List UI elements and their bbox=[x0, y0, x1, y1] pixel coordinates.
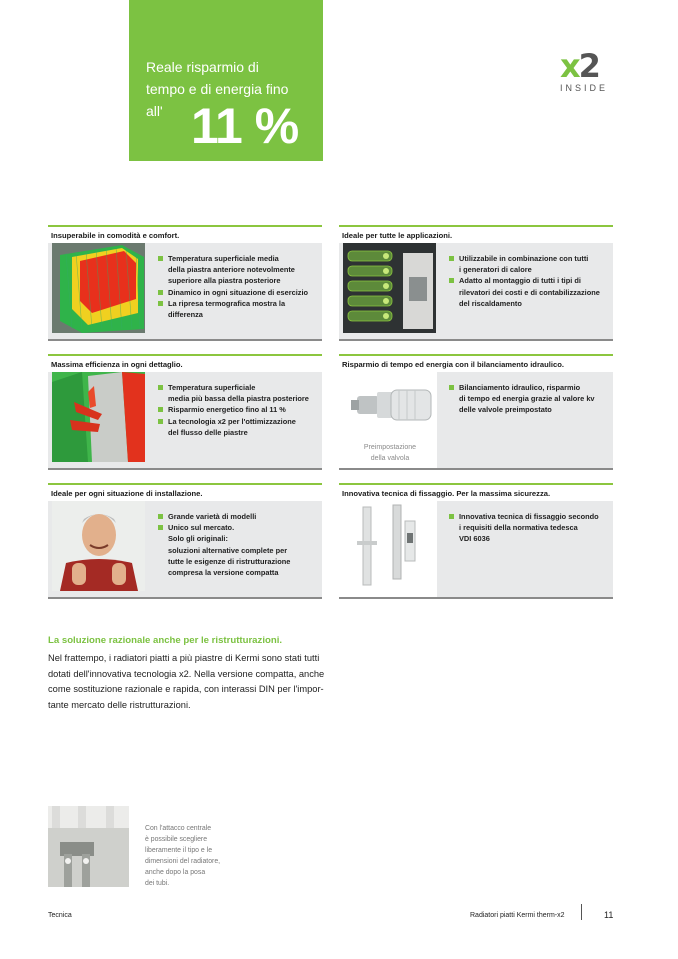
feature-panel-applications bbox=[339, 225, 613, 341]
page-number: 11 bbox=[604, 910, 614, 920]
bullet-item: Risparmio energetico fino al 11 % bbox=[158, 404, 318, 415]
solution-title: La soluzione razionale anche per le ristrutturazioni. bbox=[48, 635, 283, 646]
logo-x: x bbox=[560, 47, 579, 85]
feature-panel-installation bbox=[48, 483, 322, 599]
hero-line-1: Reale risparmio di bbox=[146, 59, 259, 75]
hero-line-3: all' bbox=[146, 103, 163, 119]
feature-panel-fixing bbox=[339, 483, 613, 599]
bullet-item: Adatto al montaggio di tutti i tipi di rilevatori dei costi e di contabilizzazione del riscaldamento bbox=[449, 275, 609, 309]
installer-thumbs-up-image bbox=[52, 501, 145, 591]
panel-title: Innovativa tecnica di fissaggio. Per la massima sicurezza. bbox=[342, 489, 551, 498]
heat-generators-image bbox=[343, 243, 436, 333]
bullet-item: Unico sul mercato. Solo gli originali: soluzioni alternative complete per tutte le esigenze di ristrutturazione compresa la versione compatta bbox=[158, 522, 318, 578]
thumb-caption: Con l'attacco centrale è possibile scegliere liberamente il tipo e le dimensioni del radiatore, anche dopo la posa dei tubi. bbox=[145, 825, 221, 888]
hero-percentage: 11 % bbox=[191, 98, 299, 154]
bullet-item: La tecnologia x2 per l'ottimizzazione del flusso delle piastre bbox=[158, 416, 318, 438]
panel-title: Ideale per tutte le applicazioni. bbox=[342, 231, 453, 240]
bullet-item: La ripresa termografica mostra la differenza bbox=[158, 298, 318, 320]
logo-2: 2 bbox=[578, 47, 599, 85]
feature-panel-efficiency bbox=[48, 354, 322, 470]
panel-title: Insuperabile in comodità e comfort. bbox=[51, 231, 180, 240]
bullet-item: Dinamico in ogni situazione di esercizio bbox=[158, 287, 318, 298]
feature-panel-comfort bbox=[48, 225, 322, 341]
solution-paragraph: Nel frattempo, i radiatori piatti a più piastre di Kermi sono stati tutti dotati dell'innovativa tecnologia x2. Nella versione compatta, anche come sostituzione razionale e rapida, con interassi DIN per l'impor- tante mercato delle ristrutturazioni. bbox=[48, 653, 325, 710]
bullet-item: Utilizzabile in combinazione con tutti i generatori di calore bbox=[449, 253, 609, 275]
panel-title: Risparmio di tempo ed energia con il bilanciamento idraulico. bbox=[342, 360, 564, 369]
footer-divider bbox=[581, 904, 582, 920]
footer-title: Radiatori piatti Kermi therm-x2 bbox=[470, 912, 565, 919]
panel-title: Massima efficienza in ogni dettaglio. bbox=[51, 360, 183, 369]
panel-title: Ideale per ogni situazione di installazione. bbox=[51, 489, 203, 498]
x2-inside-logo bbox=[560, 47, 616, 99]
panel-bullets bbox=[158, 253, 318, 320]
feature-panel-hydraulic bbox=[339, 354, 613, 470]
fixing-brackets-image bbox=[343, 501, 436, 591]
panel-bullets bbox=[449, 511, 609, 545]
panel-bullets bbox=[449, 382, 609, 416]
footer-section: Tecnica bbox=[48, 912, 72, 919]
hero-banner bbox=[129, 0, 323, 161]
thermography-radiator-image bbox=[52, 243, 145, 333]
panel-bullets bbox=[158, 511, 318, 578]
bullet-item: Temperatura superficiale media della piastra anteriore notevolmente superiore alla piastra posteriore bbox=[158, 253, 318, 287]
logo-inside-text: INSIDE bbox=[560, 83, 609, 93]
bullet-item: Temperatura superficiale media più bassa della piastra posteriore bbox=[158, 382, 318, 404]
hero-line-2: tempo e di energia fino bbox=[146, 81, 289, 97]
panel-bullets bbox=[158, 382, 318, 438]
bullet-item: Grande varietà di modelli bbox=[158, 511, 318, 522]
bullet-item: Innovativa tecnica di fissaggio secondo i requisiti della normativa tedesca VDI 6036 bbox=[449, 511, 609, 545]
flow-arrows-image bbox=[52, 372, 145, 462]
panel-bullets bbox=[449, 253, 609, 309]
valve-caption: Preimpostazione della valvola bbox=[363, 444, 417, 462]
bullet-item: Bilanciamento idraulico, risparmio di tempo ed energia grazie al valore kv delle valvole preimpostato bbox=[449, 382, 609, 416]
central-connection-image bbox=[48, 806, 129, 887]
